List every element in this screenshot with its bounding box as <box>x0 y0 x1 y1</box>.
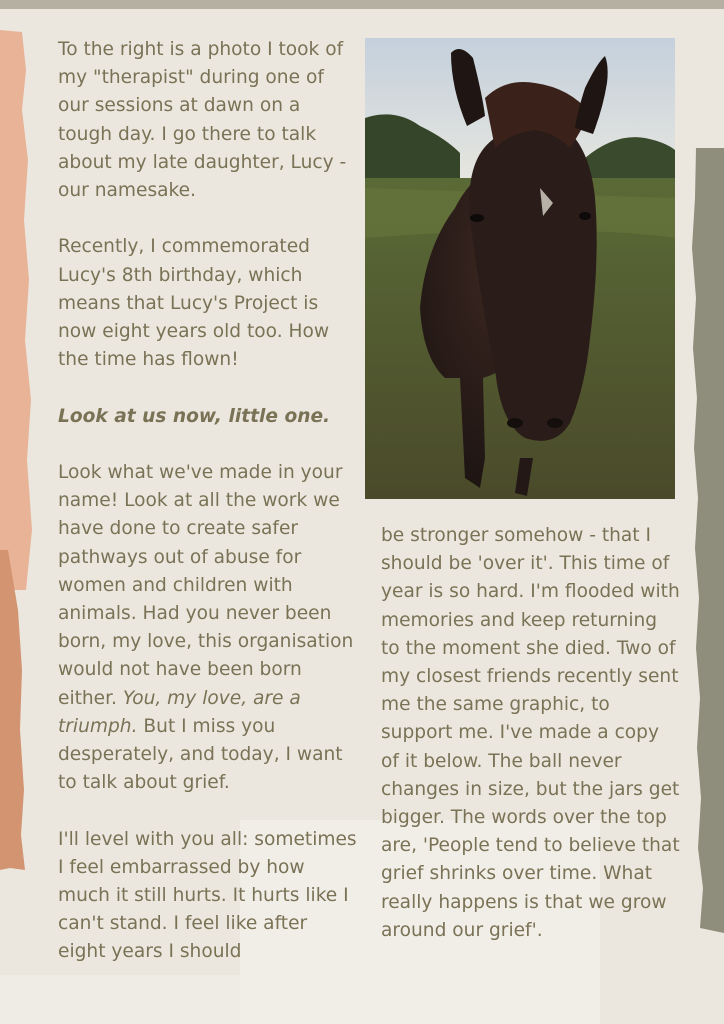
section-heading: Look at us now, little one. <box>58 405 331 427</box>
paragraph-birthday: Recently, I commemorated Lucy's 8th birthday, which means that Lucy's Project is now eight years old too. How the time has flown! <box>58 236 330 371</box>
article-left-column <box>58 36 358 967</box>
article-right-column <box>381 522 681 945</box>
torn-paper-left <box>0 30 40 875</box>
horse-photo <box>365 38 675 499</box>
emphasis-triumph: You, my love, are a triumph. <box>58 687 301 737</box>
paper-patch <box>0 975 240 1024</box>
torn-paper-right <box>684 148 724 933</box>
paragraph-triumph: Look what we've made in your name! Look at all the work we have done to create safer pathways out of abuse for women and children with animals. Had you never been born, my love, this organisation would not have been born either. You, my love, are a triumph. But I miss you desperately, and today, I want to talk about grief. <box>58 462 354 794</box>
paragraph-level-with-you: I'll level with you all: sometimes I feel embarrassed by how much it still hurts. It hurts like I can't stand. I feel like after eight years I should <box>58 828 357 963</box>
paragraph-grief: be stronger somehow - that I should be 'over it'. This time of year is so hard. I'm flooded with memories and keep returning to the moment she died. Two of my closest friends recently sent me the same graphic, to support me. I've made a copy of it below. The ball never changes in size, but the jars get bigger. The words over the top are, 'People tend to believe that grief shrinks over time. What really happens is that we grow around our grief'. <box>381 525 680 941</box>
top-strip <box>0 0 724 9</box>
paragraph-intro: To the right is a photo I took of my "therapist" during one of our sessions at dawn on a tough day. I go there to talk about my late daughter, Lucy - our namesake. <box>58 39 347 202</box>
